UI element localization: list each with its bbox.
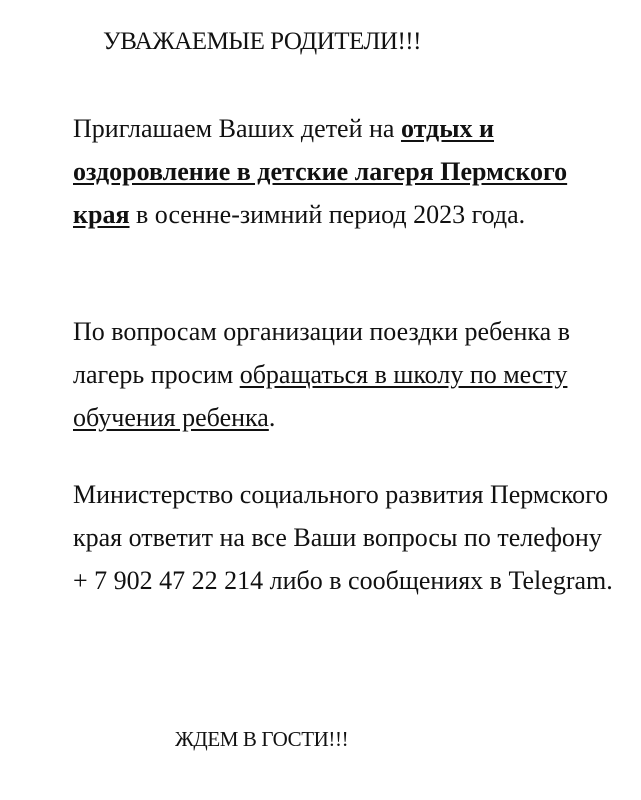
invitation-emphasis: отдых и оздоровление в детские лагеря Пермского края [73,114,568,229]
invitation-period: в осенне-зимний период 2023 года. [129,200,526,229]
contact-school-emphasis: обращаться в школу по месту обучения ребенка [73,360,568,432]
closing-line: ЖДЕМ В ГОСТИ!!! [175,727,349,751]
contact-school-end: . [268,403,276,432]
invitation-text: Приглашаем Ваших детей на [73,114,401,143]
contact-school-paragraph [73,310,613,439]
invitation-paragraph [73,107,613,236]
ministry-contact-paragraph: Министерство социального развития Пермского края ответит на все Ваши вопросы по телефону + 7 902 47 22 214 либо в сообщениях в Telegram. [73,480,613,595]
notice-heading: УВАЖАЕМЫЕ РОДИТЕЛИ!!! [103,28,421,55]
contact-school-text: По вопросам организации поездки ребенка в лагерь просим [73,317,570,389]
